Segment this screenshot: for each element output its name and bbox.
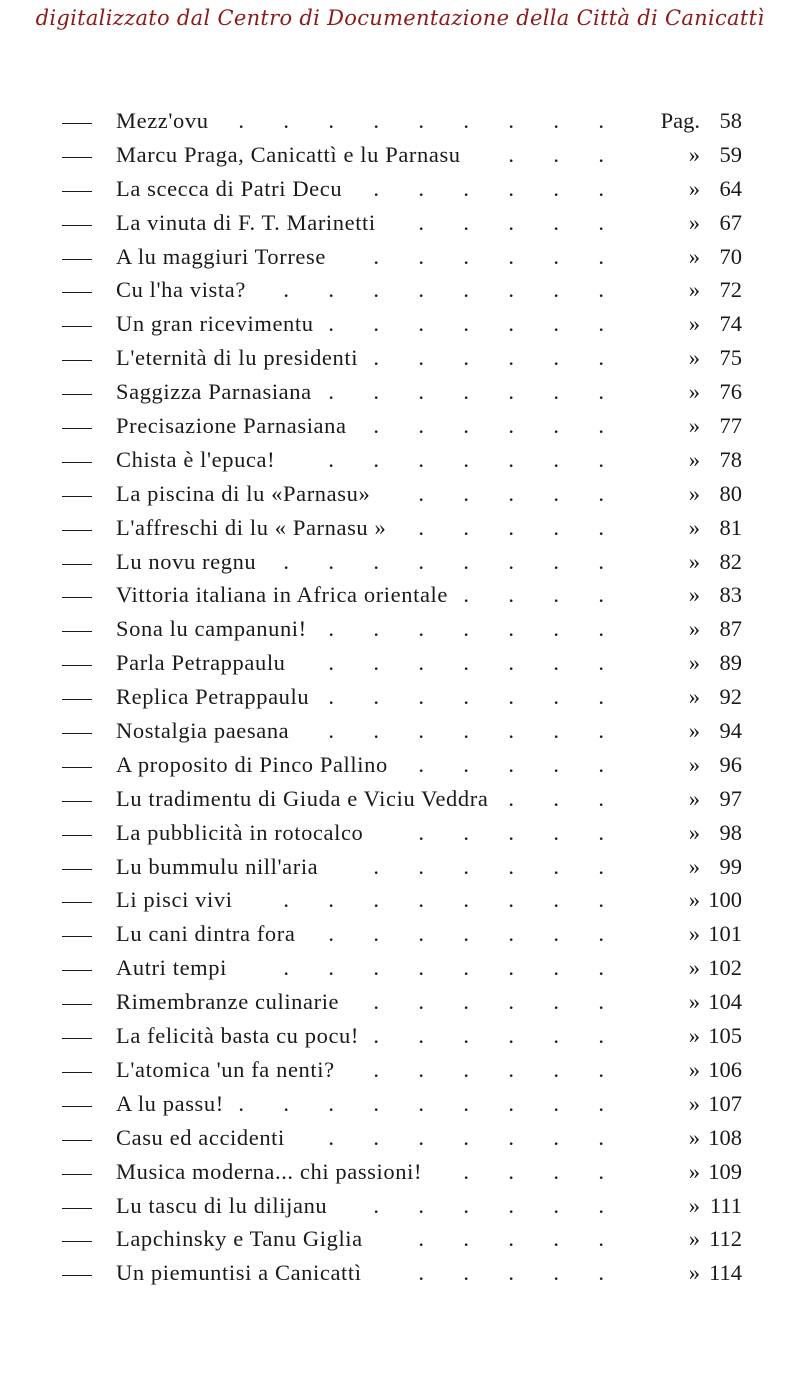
toc-entry-title: La pubblicità in rotocalco xyxy=(116,819,364,845)
toc-leader-dots: . . . . . . . . xyxy=(283,548,604,574)
digitization-watermark: digitalizzato dal Centro di Documentazione della Città di Canicattì xyxy=(35,6,765,30)
toc-entry-title: Sona lu campanuni! xyxy=(116,616,307,642)
toc-entry-page-number: 105 xyxy=(708,1023,742,1049)
toc-entry xyxy=(0,951,800,985)
toc-leader-dots: . . . . . . xyxy=(373,243,604,269)
toc-entry-title: Lu cani dintra fora xyxy=(116,921,296,947)
toc-entry-page-marker: » xyxy=(688,1226,700,1252)
toc-entry-title: Mezz'ovu xyxy=(116,108,209,133)
toc-leader-dots: . . . . . . xyxy=(373,1056,604,1082)
toc-leader-dots: . . . . . . . . . xyxy=(238,108,604,133)
toc-entry-title: L'affreschi di lu « Parnasu » xyxy=(116,514,387,540)
toc-entry-title: Saggizza Parnasiana xyxy=(116,379,312,405)
toc-entry-page-marker: » xyxy=(688,514,700,540)
toc-entry xyxy=(0,511,800,545)
toc-entry xyxy=(0,206,800,240)
toc-leader-dots: . . . . . xyxy=(418,1260,604,1286)
toc-entry-page-number: 92 xyxy=(719,684,742,710)
toc-entry xyxy=(0,341,800,375)
toc-entry xyxy=(0,273,800,307)
toc-entry-page-marker: » xyxy=(688,1090,700,1116)
toc-entry xyxy=(0,1019,800,1053)
toc-entry-page-number: 98 xyxy=(719,819,742,845)
toc-entry xyxy=(0,443,800,477)
toc-entry-page-number: 99 xyxy=(719,853,742,879)
toc-entry xyxy=(0,1222,800,1256)
toc-leader-dots: . . . . . . xyxy=(373,1192,604,1218)
table-of-contents xyxy=(0,104,800,1290)
toc-entry xyxy=(0,240,800,274)
toc-entry-page-marker: » xyxy=(688,480,700,506)
toc-entry xyxy=(0,138,800,172)
toc-entry-page-number: 102 xyxy=(708,955,742,981)
toc-entry-page-marker: » xyxy=(688,582,700,608)
toc-entry-title: Marcu Praga, Canicattì e lu Parnasu xyxy=(116,141,461,167)
toc-entry xyxy=(0,1189,800,1223)
toc-entry-title: A lu passu! xyxy=(116,1090,224,1116)
toc-entry-title: La vinuta di F. T. Marinetti xyxy=(116,209,376,235)
toc-entry-page-marker: » xyxy=(688,1260,700,1286)
toc-entry-page-number: 104 xyxy=(708,989,742,1015)
toc-entry xyxy=(0,680,800,714)
toc-leader-dots: . . . . . xyxy=(418,209,604,235)
toc-entry-page-marker: » xyxy=(688,446,700,472)
toc-entry-page-number: 108 xyxy=(708,1124,742,1150)
toc-entry xyxy=(0,816,800,850)
toc-entry-title: Casu ed accidenti xyxy=(116,1124,285,1150)
toc-entry-title: Li pisci vivi xyxy=(116,887,233,913)
toc-entry-page-number: 76 xyxy=(719,379,742,405)
toc-entry xyxy=(0,748,800,782)
toc-leader-dots: . . . . . . xyxy=(373,175,604,201)
toc-leader-dots: . . . . . xyxy=(418,514,604,540)
toc-entry xyxy=(0,1121,800,1155)
toc-entry xyxy=(0,917,800,951)
toc-leader-dots: . . . xyxy=(508,141,604,167)
toc-leader-dots: . . . . . . . xyxy=(328,921,604,947)
toc-entry-page-marker: » xyxy=(688,311,700,337)
toc-entry xyxy=(0,646,800,680)
toc-entry-page-number: 106 xyxy=(708,1056,742,1082)
toc-entry-page-marker: » xyxy=(688,413,700,439)
toc-entry xyxy=(0,850,800,884)
toc-entry-page-marker: » xyxy=(688,616,700,642)
toc-entry-title: L'eternità di lu presidenti xyxy=(116,345,359,371)
toc-entry-page-marker: » xyxy=(688,921,700,947)
toc-entry-page-number: 89 xyxy=(719,650,742,676)
toc-entry-title: La piscina di lu «Parnasu» xyxy=(116,480,371,506)
toc-entry-page-number: 109 xyxy=(708,1158,742,1184)
toc-entry-page-number: 74 xyxy=(719,311,742,337)
toc-entry-page-marker: » xyxy=(688,1192,700,1218)
toc-entry-page-number: 59 xyxy=(719,141,742,167)
toc-leader-dots: . . . . . . . . . xyxy=(238,1090,604,1116)
toc-entry-title: Lapchinsky e Tanu Giglia xyxy=(116,1226,363,1252)
toc-leader-dots: . . . . . . . xyxy=(328,684,604,710)
toc-entry-page-number: 83 xyxy=(719,582,742,608)
toc-leader-dots: . . . . xyxy=(463,582,604,608)
toc-entry-page-marker: » xyxy=(688,650,700,676)
toc-entry-title: Nostalgia paesana xyxy=(116,718,290,744)
toc-entry-page-marker: » xyxy=(688,277,700,303)
toc-entry-page-number: 107 xyxy=(708,1090,742,1116)
toc-entry-title: La felicità basta cu pocu! xyxy=(116,1023,359,1049)
toc-entry-page-marker: Pag. xyxy=(660,108,700,133)
toc-entry-page-number: 72 xyxy=(719,277,742,303)
toc-leader-dots: . . . . . . xyxy=(373,989,604,1015)
toc-entry-page-number: 80 xyxy=(719,480,742,506)
toc-entry-title: L'atomica 'un fa nenti? xyxy=(116,1056,335,1082)
toc-leader-dots: . . . . . . . . xyxy=(283,887,604,913)
toc-leader-dots: . . . . . xyxy=(418,480,604,506)
toc-entry-page-marker: » xyxy=(688,1056,700,1082)
toc-entry-page-number: 97 xyxy=(719,785,742,811)
toc-entry xyxy=(0,545,800,579)
toc-entry xyxy=(0,1256,800,1290)
toc-entry-page-marker: » xyxy=(688,548,700,574)
toc-entry xyxy=(0,578,800,612)
toc-leader-dots: . . . . . . xyxy=(373,413,604,439)
toc-entry-title: Parla Petrappaulu xyxy=(116,650,286,676)
toc-leader-dots: . . . . . . xyxy=(373,853,604,879)
toc-entry-page-number: 96 xyxy=(719,751,742,777)
toc-entry xyxy=(0,985,800,1019)
toc-entry-page-marker: » xyxy=(688,1124,700,1150)
toc-entry-title: Lu tascu di lu dilijanu xyxy=(116,1192,328,1218)
toc-entry-page-marker: » xyxy=(688,718,700,744)
toc-entry-title: Autri tempi xyxy=(116,955,227,981)
toc-entry-page-marker: » xyxy=(688,209,700,235)
toc-entry-title: Lu tradimentu di Giuda e Viciu Veddra xyxy=(116,785,489,811)
toc-entry-page-number: 64 xyxy=(719,175,742,201)
toc-leader-dots: . . . . . . . xyxy=(328,379,604,405)
toc-entry-page-number: 101 xyxy=(708,921,742,947)
toc-leader-dots: . . . xyxy=(508,785,604,811)
toc-leader-dots: . . . . . xyxy=(418,819,604,845)
toc-entry-page-marker: » xyxy=(688,955,700,981)
toc-entry-page-marker: » xyxy=(688,887,700,913)
toc-entry-page-marker: » xyxy=(688,379,700,405)
toc-entry xyxy=(0,883,800,917)
toc-entry-page-marker: » xyxy=(688,141,700,167)
toc-leader-dots: . . . . xyxy=(463,1158,604,1184)
toc-leader-dots: . . . . . . . xyxy=(328,718,604,744)
toc-entry-page-number: 81 xyxy=(719,514,742,540)
toc-entry xyxy=(0,1087,800,1121)
toc-leader-dots: . . . . . xyxy=(418,1226,604,1252)
toc-entry-page-marker: » xyxy=(688,175,700,201)
toc-entry-page-number: 58 xyxy=(719,108,742,133)
toc-entry-page-number: 114 xyxy=(709,1260,742,1286)
toc-entry-title: La scecca di Patri Decu xyxy=(116,175,343,201)
toc-entry-title: Precisazione Parnasiana xyxy=(116,413,347,439)
toc-entry-page-number: 87 xyxy=(719,616,742,642)
toc-entry-page-marker: » xyxy=(688,345,700,371)
toc-leader-dots: . . . . . . xyxy=(373,1023,604,1049)
toc-leader-dots: . . . . . . . . xyxy=(283,277,604,303)
toc-entry-title: A lu maggiuri Torrese xyxy=(116,243,326,269)
toc-entry-page-number: 100 xyxy=(708,887,742,913)
toc-entry xyxy=(0,714,800,748)
toc-entry xyxy=(0,782,800,816)
toc-entry-page-marker: » xyxy=(688,785,700,811)
toc-leader-dots: . . . . . . . xyxy=(328,311,604,337)
toc-leader-dots: . . . . . . . xyxy=(328,446,604,472)
toc-entry-page-number: 94 xyxy=(719,718,742,744)
toc-entry xyxy=(0,172,800,206)
toc-entry-page-number: 77 xyxy=(719,413,742,439)
toc-entry-page-number: 82 xyxy=(719,548,742,574)
toc-entry-title: Un gran ricevimentu xyxy=(116,311,314,337)
toc-entry-title: Rimembranze culinarie xyxy=(116,989,340,1015)
toc-entry-page-marker: » xyxy=(688,751,700,777)
toc-entry-title: A proposito di Pinco Pallino xyxy=(116,751,388,777)
toc-entry-page-marker: » xyxy=(688,819,700,845)
toc-entry-page-number: 112 xyxy=(709,1226,742,1252)
toc-leader-dots: . . . . . . . xyxy=(328,616,604,642)
toc-entry-title: Vittoria italiana in Africa orientale xyxy=(116,582,448,608)
toc-entry-page-marker: » xyxy=(688,853,700,879)
toc-entry-page-marker: » xyxy=(688,1023,700,1049)
toc-entry-page-number: 78 xyxy=(719,446,742,472)
toc-entry xyxy=(0,477,800,511)
toc-entry-page-number: 75 xyxy=(719,345,742,371)
toc-entry-page-number: 67 xyxy=(719,209,742,235)
toc-entry-title: Chista è l'epuca! xyxy=(116,446,276,472)
toc-entry-page-marker: » xyxy=(688,684,700,710)
toc-entry-title: Replica Petrappaulu xyxy=(116,684,310,710)
toc-leader-dots: . . . . . . . . xyxy=(283,955,604,981)
toc-entry xyxy=(0,375,800,409)
toc-leader-dots: . . . . . xyxy=(418,751,604,777)
toc-entry xyxy=(0,1053,800,1087)
toc-leader-dots: . . . . . . . xyxy=(328,1124,604,1150)
toc-entry xyxy=(0,104,800,138)
toc-entry-title: Cu l'ha vista? xyxy=(116,277,246,303)
toc-entry-page-number: 111 xyxy=(709,1192,742,1218)
toc-entry-page-marker: » xyxy=(688,1158,700,1184)
toc-entry-page-marker: » xyxy=(688,989,700,1015)
toc-entry xyxy=(0,307,800,341)
toc-entry xyxy=(0,1155,800,1189)
toc-entry-title: Lu bummulu nill'aria xyxy=(116,853,319,879)
toc-entry-page-marker: » xyxy=(688,243,700,269)
toc-leader-dots: . . . . . . xyxy=(373,345,604,371)
toc-leader-dots: . . . . . . . xyxy=(328,650,604,676)
toc-entry-title: Lu novu regnu xyxy=(116,548,257,574)
toc-entry xyxy=(0,409,800,443)
toc-entry-title: Musica moderna... chi passioni! xyxy=(116,1158,423,1184)
toc-entry xyxy=(0,612,800,646)
toc-entry-title: Un piemuntisi a Canicattì xyxy=(116,1260,362,1286)
toc-entry-page-number: 70 xyxy=(719,243,742,269)
